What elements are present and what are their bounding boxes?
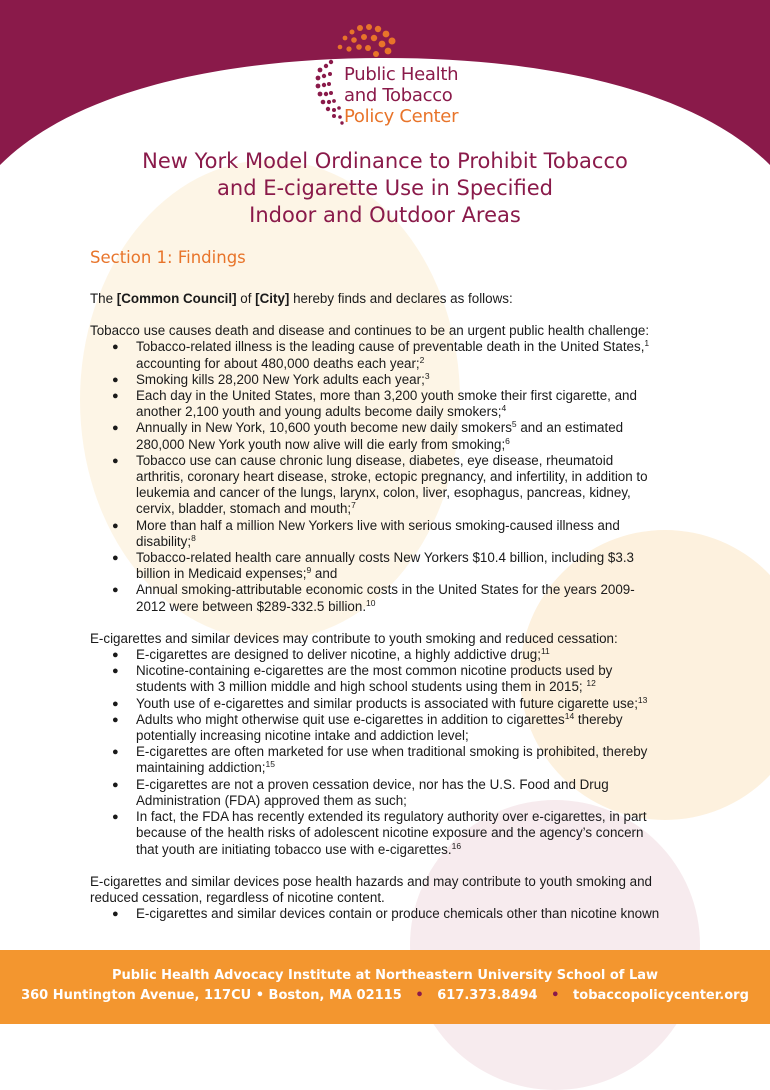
- footnote-ref: 3: [424, 370, 430, 381]
- list-item: [90, 518, 690, 550]
- item-text: Youth use of e-cigarettes and similar products is associated with future cigarette use;: [136, 695, 638, 711]
- item-text: Administration (FDA) approved them as such;: [136, 792, 407, 808]
- item-text: Each day in the United States, more than 3,200 youth smoke their first cigarette, and: [136, 388, 637, 404]
- intro-pre: The: [90, 291, 117, 306]
- item-text: and an estimated: [516, 420, 624, 436]
- footnote-ref: 14: [564, 710, 575, 721]
- bullet-icon: ●: [112, 454, 119, 467]
- item-text: Adults who might otherwise quit use e-cigarettes in addition to cigarettes: [136, 711, 565, 727]
- bullet-icon: ●: [112, 811, 119, 824]
- intro-council: [Common Council]: [116, 291, 237, 306]
- list-item: [90, 582, 690, 614]
- footnote-ref: 5: [511, 419, 517, 430]
- footnote-ref: 2: [419, 354, 425, 365]
- bullet-icon: ●: [112, 746, 119, 759]
- document-body: [90, 291, 690, 922]
- footnote-ref: 6: [505, 435, 510, 446]
- para3-lead-line-1: E-cigarettes and similar devices pose health hazards and may contribute to youth smoking and: [90, 873, 652, 889]
- footnote-ref: 15: [265, 759, 275, 770]
- list-item: [90, 777, 690, 809]
- item-text: cervix, bladder, stomach and mouth;: [136, 501, 352, 517]
- item-text: because of the health risks of adolescent nicotine exposure and the agency’s concern: [136, 825, 644, 841]
- footer: [0, 950, 770, 1024]
- list-item: [90, 663, 690, 695]
- para1-list: [90, 339, 690, 614]
- item-text: Annual smoking-attributable economic costs in the United States for the years 2009-: [136, 582, 635, 598]
- item-text: accounting for about 480,000 deaths each year;: [136, 355, 420, 371]
- item-text: thereby: [574, 711, 623, 727]
- title-line-2: and E-cigarette Use in Specified: [217, 176, 553, 200]
- logo-text: [344, 64, 458, 127]
- logo-line-2: and Tobacco: [344, 85, 453, 106]
- bullet-icon: ●: [112, 422, 119, 435]
- list-item: [90, 809, 690, 858]
- list-item: [90, 696, 690, 712]
- intro-paragraph: [90, 291, 690, 307]
- bullet-icon: ●: [112, 665, 119, 678]
- bullet-icon: ●: [112, 584, 119, 597]
- item-text: E-cigarettes and similar devices contain or produce chemicals other than nicotine known: [136, 906, 660, 922]
- item-text: that youth are initiating tobacco use with e-cigarettes.: [136, 841, 452, 857]
- list-item: [90, 550, 690, 582]
- item-text: billion in Medicaid expenses;: [136, 566, 307, 582]
- bullet-icon: ●: [112, 908, 119, 921]
- item-text: 2012 were between $289-332.5 billion.: [136, 598, 367, 614]
- item-text: More than half a million New Yorkers live with serious smoking-caused illness and: [136, 517, 620, 533]
- item-text: Tobacco-related health care annually costs New Yorkers $10.4 billion, including $3.3: [136, 550, 634, 566]
- footnote-ref: 8: [191, 532, 196, 543]
- item-text: leukemia and cancer of the lungs, larynx, colon, liver, esophagus, pancreas, kidney,: [136, 485, 631, 501]
- item-text: students with 3 million middle and high school students using them in 2015;: [136, 679, 583, 695]
- list-item: [90, 453, 690, 518]
- title-line-3: Indoor and Outdoor Areas: [249, 203, 521, 227]
- para3-list: [90, 906, 690, 922]
- list-item: [90, 712, 690, 744]
- footnote-ref: 1: [644, 338, 650, 349]
- item-text: In fact, the FDA has recently extended its regulatory authority over e-cigarettes, in part: [136, 809, 647, 825]
- list-item: [90, 906, 690, 922]
- title-line-1: New York Model Ordinance to Prohibit Tobacco: [142, 149, 628, 173]
- para3-lead-line-2: reduced cessation, regardless of nicotine content.: [90, 889, 385, 905]
- list-item: [90, 420, 690, 452]
- item-text: and: [311, 566, 338, 582]
- footer-contact: [0, 988, 770, 1003]
- list-item: [90, 339, 690, 371]
- intro-mid: of: [236, 291, 256, 306]
- intro-post: hereby finds and declares as follows:: [289, 291, 513, 306]
- footnote-ref: 9: [306, 565, 312, 576]
- logo-line-3: Policy Center: [344, 106, 459, 127]
- para2-list: [90, 647, 690, 858]
- footnote-ref: 4: [501, 403, 507, 414]
- section-heading: Section 1: Findings: [90, 248, 246, 267]
- item-text: E-cigarettes are often marketed for use when traditional smoking is prohibited, thereby: [136, 744, 648, 760]
- para1-lead: Tobacco use causes death and disease and continues to be an urgent public health challenge:: [90, 323, 650, 339]
- bullet-icon: ●: [112, 649, 119, 662]
- footer-institute: Public Health Advocacy Institute at Northeastern University School of Law: [111, 968, 659, 983]
- footnote-ref: 11: [540, 646, 550, 657]
- bullet-icon: ●: [112, 519, 119, 532]
- footnote-ref: 12: [586, 678, 596, 689]
- item-text: 280,000 New York youth now alive will die early from smoking;: [136, 436, 506, 452]
- footer-phone: 617.373.8494: [437, 988, 538, 1003]
- bullet-icon: ●: [112, 390, 119, 403]
- item-text: E-cigarettes are designed to deliver nicotine, a highly addictive drug;: [136, 647, 541, 663]
- footnote-ref: 7: [351, 500, 356, 511]
- item-text: another 2,100 youth and young adults become daily smokers;: [136, 404, 502, 420]
- bullet-icon: ●: [112, 552, 119, 565]
- item-text: maintaining addiction;: [136, 760, 266, 776]
- separator-dot-icon: •: [551, 988, 560, 1003]
- bullet-icon: ●: [112, 341, 119, 354]
- list-item: [90, 372, 690, 388]
- list-item: [90, 744, 690, 776]
- bullet-icon: ●: [112, 778, 119, 791]
- item-text: potentially increasing nicotine intake and addiction level;: [136, 728, 469, 744]
- list-item: [90, 388, 690, 420]
- footnote-ref: 13: [637, 694, 648, 705]
- footnote-ref: 16: [451, 840, 462, 851]
- item-text: Annually in New York, 10,600 youth become new daily smokers: [136, 420, 512, 436]
- logo-line-1: Public Health: [344, 64, 459, 85]
- footer-website[interactable]: tobaccopolicycenter.org: [573, 988, 749, 1003]
- page-title: [0, 148, 770, 229]
- item-text: E-cigarettes are not a proven cessation device, nor has the U.S. Food and Drug: [136, 776, 609, 792]
- item-text: disability;: [136, 533, 192, 549]
- item-text: Nicotine-containing e-cigarettes are the most common nicotine products used by: [136, 663, 613, 679]
- item-text: Tobacco-related illness is the leading cause of preventable death in the United States,: [136, 339, 645, 355]
- para2-lead: E-cigarettes and similar devices may contribute to youth smoking and reduced cessation:: [90, 630, 618, 646]
- item-text: Smoking kills 28,200 New York adults each year;: [136, 371, 425, 387]
- intro-city: [City]: [255, 291, 290, 306]
- footnote-ref: 10: [366, 597, 376, 608]
- item-text: Tobacco use can cause chronic lung disease, diabetes, eye disease, rheumatoid: [136, 452, 614, 468]
- footer-address: 360 Huntington Avenue, 117CU • Boston, MA 02115: [21, 988, 402, 1003]
- list-item: [90, 647, 690, 663]
- bullet-icon: ●: [112, 713, 119, 726]
- bullet-icon: ●: [112, 373, 119, 386]
- separator-dot-icon: •: [415, 988, 424, 1003]
- bullet-icon: ●: [112, 697, 119, 710]
- item-text: arthritis, coronary heart disease, stroke, ectopic pregnancy, and infertility, in addition to: [136, 469, 648, 485]
